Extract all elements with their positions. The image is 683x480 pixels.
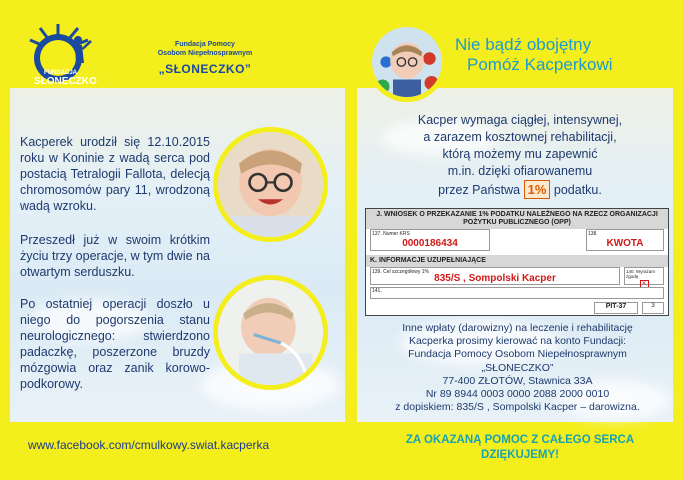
krs-cell [370, 229, 490, 251]
appeal-text [380, 112, 660, 199]
headline-line1: Nie bądź obojętny [455, 35, 592, 54]
transfer-line: Inne wpłaty (darowizny) na leczenie i rehabilitację [402, 322, 633, 334]
child-photo-ballpit [367, 22, 447, 102]
transfer-line: Fundacja Pomocy Osobom Niepełnosprawnym [408, 348, 627, 361]
transfer-line: z dopiskiem: 835/S , Sompolski Kacper – darowizna. [395, 401, 640, 414]
child-photo-smiling [213, 127, 328, 242]
form-version: 3 [642, 302, 664, 314]
transfer-line: Kacperka prosimy kierować na konto Fundacji: [408, 335, 627, 348]
foundation-line: Osobom Niepełnosprawnym [157, 50, 253, 57]
appeal-line [380, 180, 660, 199]
bio-paragraph: Kacperek urodził się 12.10.2015 roku w Koninie z wadą serca pod postacią Tetralogii Fallota, delecją chromosomów pary 11, wrodzoną wadą wzroku. [20, 135, 210, 213]
appeal-line: Kacper wymaga ciągłej, intensywnej, [417, 113, 623, 127]
row-141-label: 141. [372, 288, 382, 294]
amount-value: KWOTA [606, 238, 644, 249]
goal-cell [370, 267, 620, 285]
logo-text: SŁONECZKO [34, 76, 97, 87]
logo-text: FUNDACJA [44, 70, 77, 76]
form-section-j: J. WNIOSEK O PRZEKAZANIE 1% PODATKU NALEŻNEGO NA RZECZ ORGANIZACJI POŻYTKU PUBLICZNEGO (OPP) [366, 209, 668, 229]
row-141 [370, 287, 664, 299]
foundation-name [150, 40, 260, 76]
foundation-brand: „SŁONECZKO” [158, 62, 252, 76]
goal-value: 835/S , Sompolski Kacper [434, 273, 556, 284]
transfer-line: „SŁONECZKO” [481, 361, 554, 374]
amount-label: 138. [588, 231, 598, 237]
bio-paragraph: Przeszedł już w swoim krótkim życiu trzy operacje, w tym dwie na otwartym serduszku. [20, 233, 210, 279]
krs-label: 137. Numer KRS [372, 231, 410, 237]
amount-cell [586, 229, 664, 251]
transfer-line: 77-400 ZŁOTÓW, Stawnica 33A [442, 374, 593, 387]
thanks-line: ZA OKAZANĄ POMOC Z CAŁEGO SERCA [405, 434, 635, 446]
thanks-line: DZIĘKUJEMY! [481, 449, 559, 461]
center-divider [345, 0, 357, 480]
thanks-message [370, 433, 670, 463]
bio-paragraph: Po ostatniej operacji doszło u niego do pogorszenia stanu neurologicznego: stwierdzono padaczkę, poszerzone bruzdy mózgowia oraz zanik korowo-podkorowy. [20, 297, 210, 391]
consent-checkbox: ✕ [641, 281, 647, 287]
appeal-line: a zarazem kosztownej rehabilitacji, [423, 130, 617, 144]
goal-label: 139. Cel szczegółowy 1% [372, 269, 429, 275]
facebook-link[interactable]: www.facebook.com/cmulkowy.swiat.kacperka [28, 438, 270, 452]
percent-badge: 1% [524, 180, 551, 199]
headline-line2: Pomóż Kacperkowi [467, 55, 613, 74]
form-section-k: K. INFORMACJE UZUPEŁNIAJĄCE [366, 255, 668, 267]
pit-tax-form [365, 208, 669, 316]
form-id: PIT-37 [594, 302, 638, 314]
account-number: Nr 89 8944 0003 0000 2088 2000 0010 [425, 388, 610, 401]
appeal-line: którą możemy mu zapewnić [442, 147, 598, 161]
appeal-pre: przez Państwa [438, 183, 521, 197]
consent-label: 140. Wyrażam zgodę [626, 269, 655, 279]
appeal-line: m.in. dzięki ofiarowanemu [447, 164, 593, 178]
consent-cell [624, 267, 664, 285]
foundation-logo [20, 18, 100, 93]
foundation-line: Fundacja Pomocy [175, 41, 235, 48]
appeal-post: podatku. [553, 183, 602, 197]
child-photo-hospital [213, 275, 328, 390]
transfer-info [365, 322, 670, 414]
krs-value: 0000186434 [402, 238, 458, 249]
